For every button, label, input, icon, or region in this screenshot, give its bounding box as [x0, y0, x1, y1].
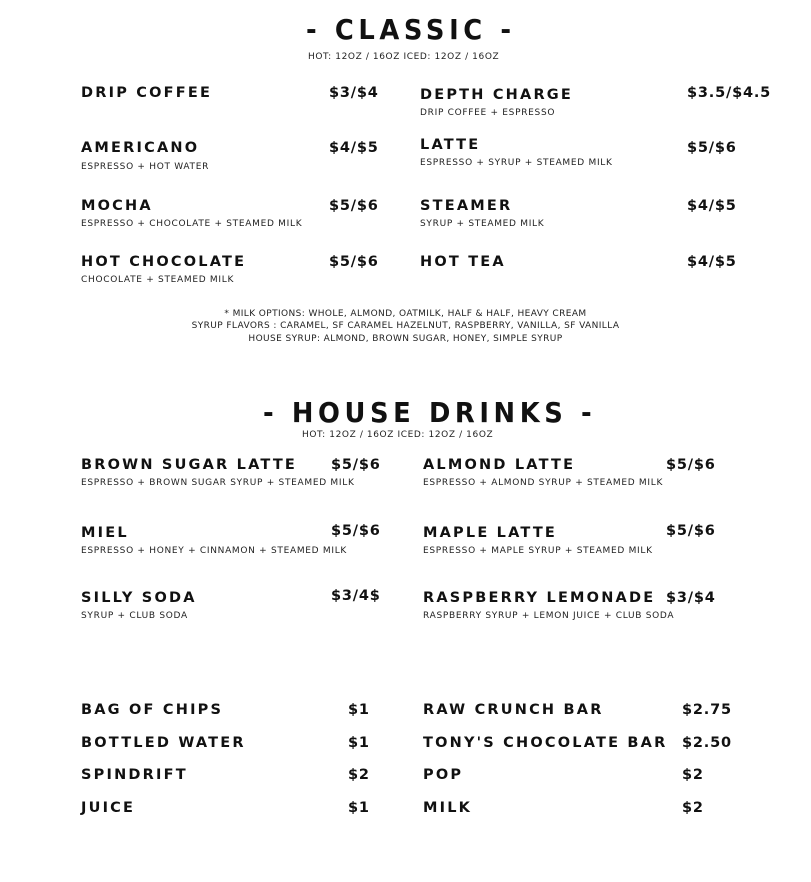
snack-item-price: $1 [348, 702, 370, 718]
menu-item-desc: ESPRESSO + BROWN SUGAR SYRUP + STEAMED MILK [81, 478, 355, 488]
snack-item-name: BOTTLED WATER [81, 735, 246, 751]
menu-item-desc: ESPRESSO + ALMOND SYRUP + STEAMED MILK [423, 478, 664, 488]
menu-item-price: $4/$5 [687, 198, 737, 214]
snack-item-price: $2 [682, 800, 704, 816]
menu-item-name: RASPBERRY LEMONADE [423, 590, 656, 606]
milk-options-note: * MILK OPTIONS: WHOLE, ALMOND, OATMILK, HALF & HALF, HEAVY CREAM [224, 309, 587, 319]
menu-item-name: DRIP COFFEE [81, 85, 213, 101]
menu-item-price: $5/$6 [666, 523, 716, 539]
menu-item-desc: ESPRESSO + MAPLE SYRUP + STEAMED MILK [423, 546, 653, 556]
house-drinks-sizes: HOT: 12OZ / 16OZ ICED: 12OZ / 16OZ [302, 430, 494, 440]
house-syrup-note: HOUSE SYRUP: ALMOND, BROWN SUGAR, HONEY, SIMPLE SYRUP [248, 334, 563, 344]
menu-item-price: $3.5/$4.5 [687, 85, 772, 101]
menu-item-name: AMERICANO [81, 140, 200, 156]
menu-item-desc: SYRUP + CLUB SODA [81, 611, 188, 621]
menu-item-price: $5/$6 [331, 523, 381, 539]
snack-item-price: $2 [348, 767, 370, 783]
menu-item-desc: ESPRESSO + SYRUP + STEAMED MILK [420, 158, 613, 168]
menu-item-price: $4/$5 [687, 254, 737, 270]
menu-item-desc: RASPBERRY SYRUP + LEMON JUICE + CLUB SODA [423, 611, 675, 621]
menu-item-desc: ESPRESSO + CHOCOLATE + STEAMED MILK [81, 219, 303, 229]
snack-item-name: JUICE [81, 800, 136, 816]
menu-item-name: HOT TEA [420, 254, 506, 270]
menu-item-price: $5/$6 [329, 254, 379, 270]
menu-item-name: MIEL [81, 525, 129, 541]
classic-title: - CLASSIC - [306, 13, 516, 46]
menu-item-name: SILLY SODA [81, 590, 197, 606]
menu-item-name: ALMOND LATTE [423, 457, 576, 473]
snack-item-name: RAW CRUNCH BAR [423, 702, 604, 718]
snack-item-name: BAG OF CHIPS [81, 702, 224, 718]
menu-item-name: MAPLE LATTE [423, 525, 558, 541]
menu-item-name: STEAMER [420, 198, 513, 214]
menu-item-name: MOCHA [81, 198, 153, 214]
menu-item-price: $5/$6 [666, 457, 716, 473]
snack-item-price: $2.75 [682, 702, 732, 718]
snack-item-price: $1 [348, 735, 370, 751]
menu-item-price: $5/$6 [331, 457, 381, 473]
snack-item-price: $1 [348, 800, 370, 816]
classic-sizes: HOT: 12OZ / 16OZ ICED: 12OZ / 16OZ [308, 52, 500, 62]
syrup-flavors-note: SYRUP FLAVORS : CARAMEL, SF CARAMEL HAZELNUT, RASPBERRY, VANILLA, SF VANILLA [191, 321, 620, 331]
menu-item-price: $3/$4 [666, 590, 716, 606]
menu-item-desc: DRIP COFFEE + ESPRESSO [420, 108, 556, 118]
menu-item-desc: SYRUP + STEAMED MILK [420, 219, 545, 229]
menu-item-name: DEPTH CHARGE [420, 87, 574, 103]
house-drinks-title: - HOUSE DRINKS - [263, 396, 597, 429]
menu-item-name: LATTE [420, 137, 481, 153]
menu-item-name: BROWN SUGAR LATTE [81, 457, 298, 473]
menu-item-price: $3/$4 [329, 85, 379, 101]
menu-item-desc: ESPRESSO + HONEY + CINNAMON + STEAMED MILK [81, 546, 348, 556]
menu-item-price: $5/$6 [687, 140, 737, 156]
menu-item-price: $3/4$ [331, 588, 381, 604]
menu-item-desc: ESPRESSO + HOT WATER [81, 162, 210, 172]
snack-item-name: TONY'S CHOCOLATE BAR [423, 735, 668, 751]
menu-item-name: HOT CHOCOLATE [81, 254, 247, 270]
snack-item-name: POP [423, 767, 464, 783]
snack-item-name: SPINDRIFT [81, 767, 188, 783]
snack-item-name: MILK [423, 800, 473, 816]
snack-item-price: $2.50 [682, 735, 732, 751]
menu-item-desc: CHOCOLATE + STEAMED MILK [81, 275, 235, 285]
menu-item-price: $5/$6 [329, 198, 379, 214]
menu-item-price: $4/$5 [329, 140, 379, 156]
snack-item-price: $2 [682, 767, 704, 783]
